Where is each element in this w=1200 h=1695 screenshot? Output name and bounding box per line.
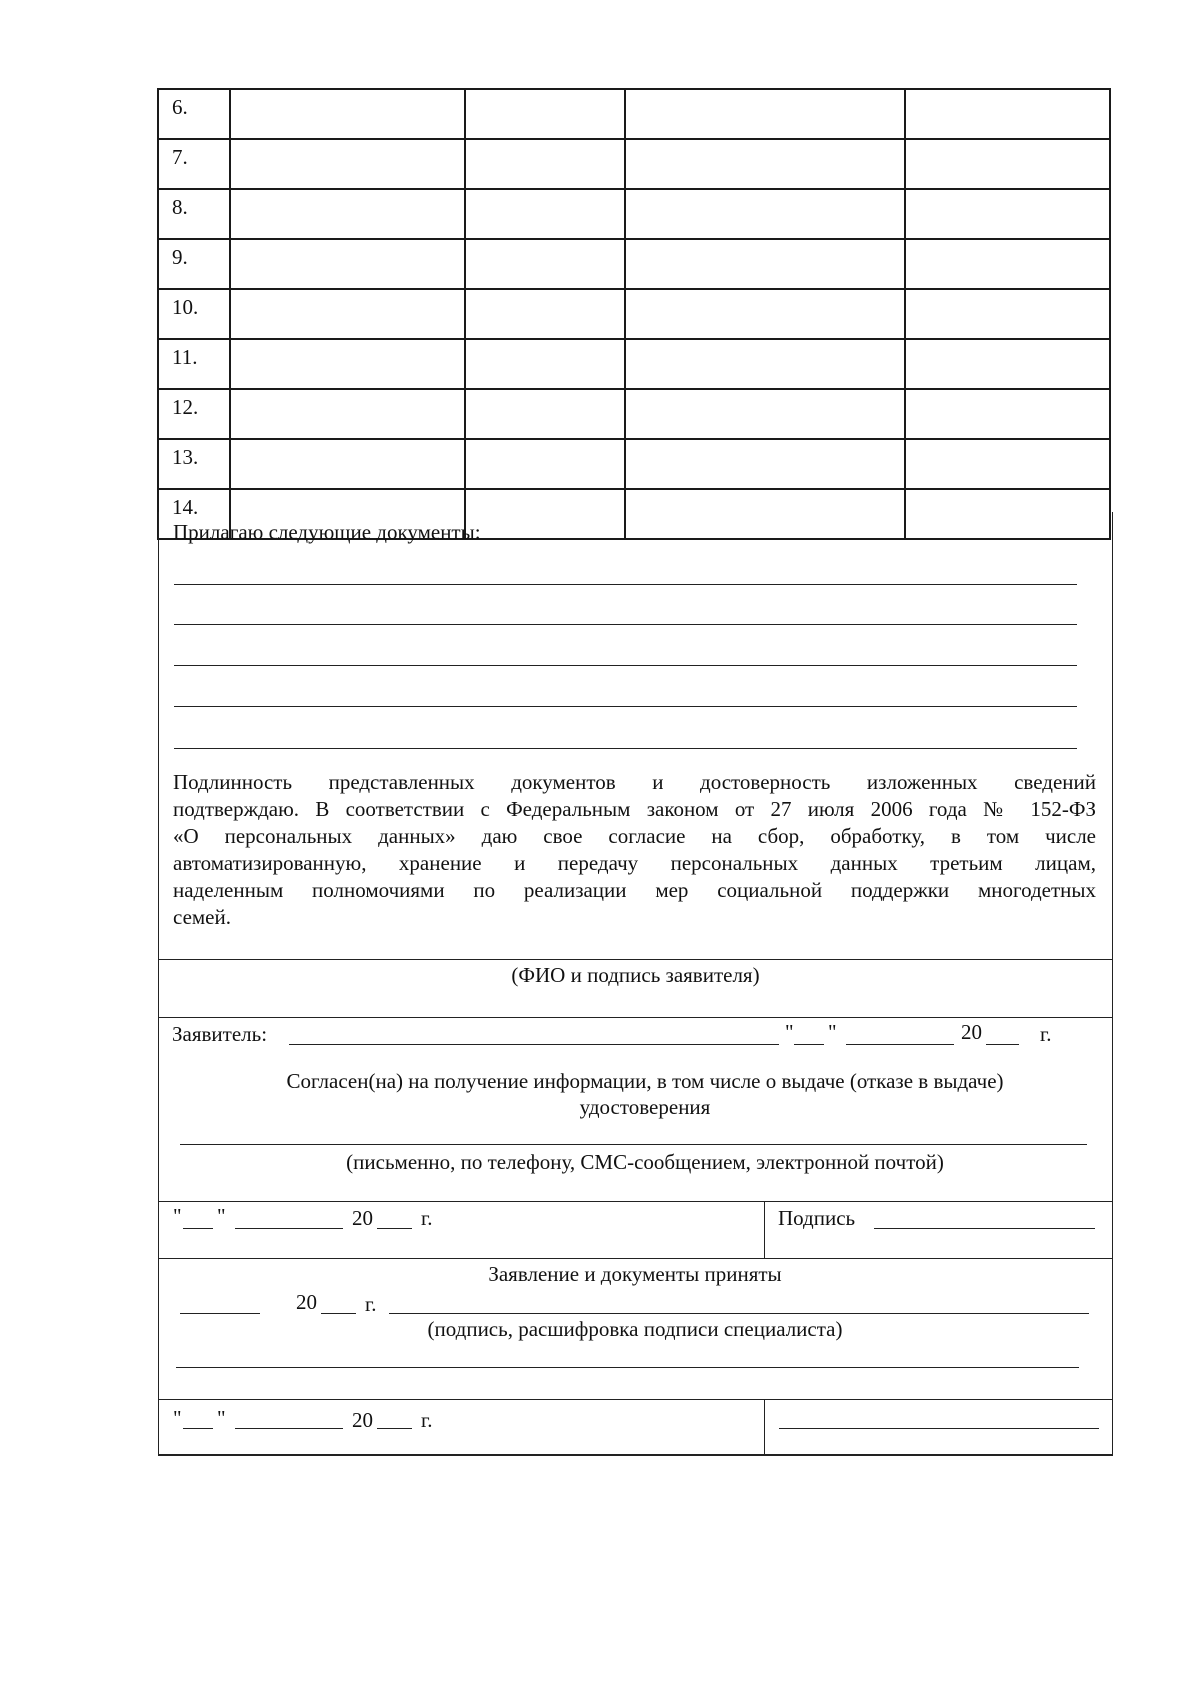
table-row [158,89,1110,139]
table-cell[interactable] [465,189,625,239]
month-field[interactable] [235,1428,343,1429]
table-cell[interactable] [625,89,905,139]
table-cell[interactable] [905,339,1110,389]
year-prefix: 20 [296,1290,317,1314]
table-cell[interactable] [625,339,905,389]
table-row [158,339,1110,389]
table-cell[interactable] [905,139,1110,189]
table-cell[interactable] [905,189,1110,239]
separator [158,959,1113,960]
consent-paragraph [173,769,1096,931]
attach-line-3[interactable] [174,665,1077,666]
table-cell[interactable] [625,139,905,189]
table-cell[interactable] [230,339,465,389]
table-cell[interactable] [230,389,465,439]
table-row [158,139,1110,189]
table-cell[interactable] [230,139,465,189]
row-number: 11. [158,339,230,389]
quote-close: " [217,1204,226,1228]
table-cell[interactable] [230,89,465,139]
row-number: 14. [158,489,230,539]
accepted-title: Заявление и документы приняты [488,1262,782,1286]
attach-line-5[interactable] [174,748,1077,749]
divider [764,1399,765,1455]
consent-line: автоматизированную, хранение и передачу персональных данных третьим лицам, [173,851,1096,875]
table-row [158,289,1110,339]
table-cell[interactable] [465,389,625,439]
specialist-extra-field[interactable] [176,1367,1079,1368]
separator [158,1017,1113,1018]
notification-line-2: удостоверения [579,1095,711,1119]
year-field[interactable] [321,1313,356,1314]
table-cell[interactable] [230,189,465,239]
table-cell[interactable] [905,389,1110,439]
separator [158,1201,1113,1202]
table-cell[interactable] [625,439,905,489]
table-cell[interactable] [230,289,465,339]
accepted-month-field[interactable] [180,1313,260,1314]
table-cell[interactable] [625,389,905,439]
month-field[interactable] [235,1228,343,1229]
table-cell[interactable] [905,489,1110,539]
consent-line: семей. [173,905,231,929]
signature-label: Подпись [778,1206,856,1230]
day-field[interactable] [183,1428,213,1429]
separator [158,1258,1113,1259]
quote-open: " [173,1406,182,1430]
table-cell[interactable] [465,139,625,189]
table-cell[interactable] [905,89,1110,139]
specialist-signature-field[interactable] [389,1313,1089,1314]
row-number: 10. [158,289,230,339]
table-cell[interactable] [465,239,625,289]
table-cell[interactable] [625,489,905,539]
table-cell[interactable] [625,289,905,339]
consent-line: наделенным полномочиями по реализации мер социальной поддержки многодетных [173,878,1096,902]
year-suffix: г. [1040,1022,1052,1046]
year-suffix: г. [365,1292,377,1316]
row-number: 12. [158,389,230,439]
year-prefix: 20 [352,1206,373,1230]
table-cell[interactable] [905,239,1110,289]
table-cell[interactable] [625,239,905,289]
table-cell[interactable] [230,439,465,489]
row-number: 7. [158,139,230,189]
quote-close: " [217,1406,226,1430]
table-cell[interactable] [465,339,625,389]
table-cell[interactable] [905,439,1110,489]
applicant-label: Заявитель: [172,1022,268,1046]
consent-line: «О персональных данных» даю свое согласие на сбор, обработку, в том числе [173,824,1096,848]
year-suffix: г. [421,1206,433,1230]
separator [158,1399,1113,1400]
consent-line: подтверждаю. В соответствии с Федеральным законом от 27 июля 2006 года № 152-ФЗ [173,797,1096,821]
year-field[interactable] [986,1044,1019,1045]
table-row [158,439,1110,489]
attach-line-4[interactable] [174,706,1077,707]
attach-line-2[interactable] [174,624,1077,625]
specialist-caption: (подпись, расшифровка подписи специалиста) [427,1317,843,1341]
table-cell[interactable] [465,289,625,339]
row-number: 13. [158,439,230,489]
row-number: 9. [158,239,230,289]
signature-field[interactable] [874,1228,1095,1229]
table-cell[interactable] [905,289,1110,339]
year-suffix: г. [421,1408,433,1432]
year-field[interactable] [377,1228,412,1229]
row-number: 6. [158,89,230,139]
quote-open: " [785,1020,794,1044]
applicant-name-field[interactable] [289,1044,779,1045]
day-field[interactable] [183,1228,213,1229]
quote-open: " [173,1204,182,1228]
signature-caption: (ФИО и подпись заявителя) [511,963,760,987]
table-cell[interactable] [465,439,625,489]
table-cell[interactable] [465,489,625,539]
year-field[interactable] [377,1428,412,1429]
notification-line-1: Согласен(на) на получение информации, в том числе о выдаче (отказе в выдаче) [286,1069,1004,1093]
month-field[interactable] [846,1044,954,1045]
table-cell[interactable] [625,189,905,239]
table-row [158,239,1110,289]
year-prefix: 20 [352,1408,373,1432]
row-number: 8. [158,189,230,239]
consent-line: Подлинность представленных документов и достоверность изложенных сведений [173,770,1096,794]
table-cell[interactable] [465,89,625,139]
quote-close: " [828,1020,837,1044]
attach-line-1[interactable] [174,584,1077,585]
final-signature-field[interactable] [779,1428,1099,1429]
items-table [157,88,1111,540]
year-prefix: 20 [961,1020,982,1044]
notification-methods: (письменно, по телефону, СМС-сообщением, электронной почтой) [346,1150,944,1174]
table-row [158,389,1110,439]
frame-bottom [158,1454,1113,1456]
table-row [158,189,1110,239]
divider [764,1201,765,1258]
attach-label: Прилагаю следующие документы: [173,520,481,544]
notification-field[interactable] [180,1144,1087,1145]
table-cell[interactable] [230,239,465,289]
day-field[interactable] [794,1044,824,1045]
